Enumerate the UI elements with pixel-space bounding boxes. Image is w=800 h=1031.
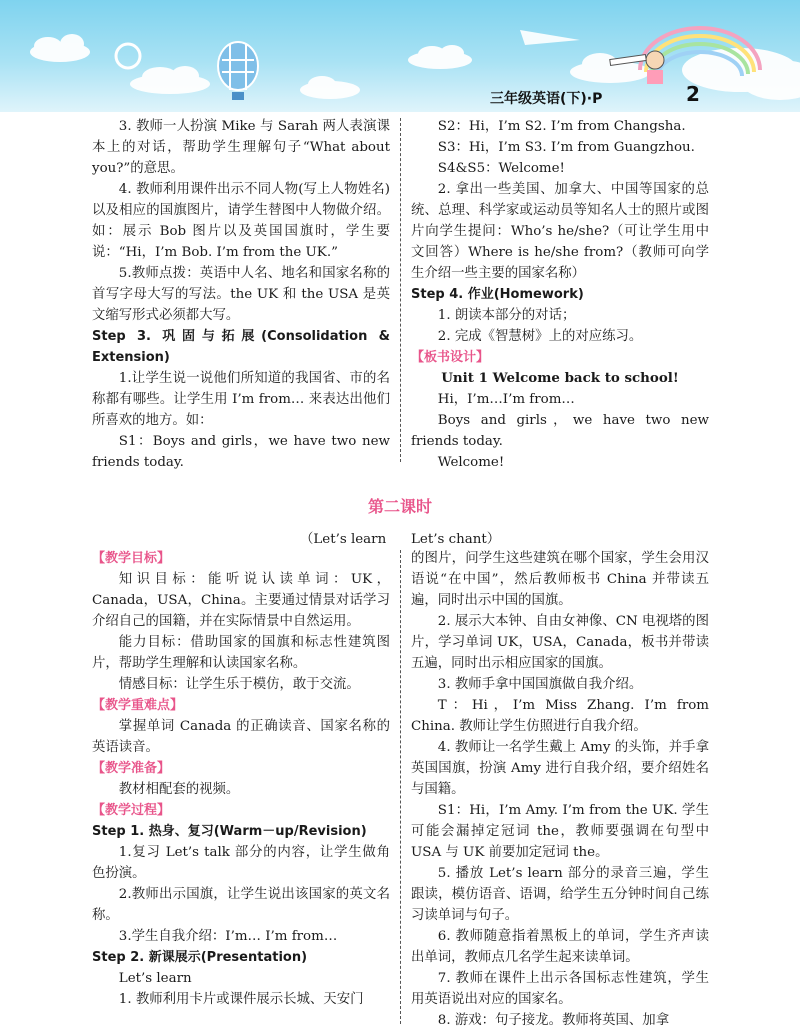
header-banner (0, 0, 800, 112)
hot-air-balloon-icon (218, 42, 258, 100)
step-heading: Step 2. 新课展示(Presentation) (92, 950, 308, 965)
page-number: 2 (686, 82, 700, 106)
paragraph: Hi，I’m…I’m from… (437, 392, 575, 407)
paragraph: 6. 教师随意指着黑板上的单词，学生齐声读出单词，教师点几名学生起来读单词。 (411, 929, 709, 965)
paragraph: 1. 朗读本部分的对话； (437, 308, 576, 323)
paragraph: S3：Hi，I’m S3. I’m from Guangzhou. (437, 140, 695, 155)
book-title: 三年级英语(下)·P (490, 91, 603, 107)
lesson-subtitle-left: （Let’s learn (300, 532, 387, 547)
section-tag: 【板书设计】 (411, 350, 490, 365)
top-left-column (92, 116, 390, 473)
paragraph: 1.复习 Let’s talk 部分的内容，让学生做角色扮演。 (92, 845, 390, 881)
step-heading: Step 4. 作业(Homework) (411, 287, 584, 302)
step-heading: Step 3. 巩固与拓展(Consolidation & Extension) (92, 329, 390, 365)
paragraph: 3.学生自我介绍：I’m… I’m from… (118, 929, 338, 944)
lesson-subtitle-right: Let’s chant） (411, 532, 501, 547)
paragraph: 4. 教师利用课件出示不同人物(写上人物姓名)以及相应的国旗图片，请学生替图中人物做介绍。如：展示 Bob 图片以及英国国旗时，学生要说：“Hi，I’m Bob. I’m from the UK.” (92, 182, 390, 260)
paragraph: Welcome! (437, 455, 505, 470)
paper-plane-icon (520, 30, 580, 45)
paragraph: 8. 游戏：句子接龙。教师将英国、加拿 (437, 1013, 670, 1028)
board-title: Unit 1 Welcome back to school! (441, 370, 679, 386)
bottom-left-column (92, 548, 390, 1010)
paragraph: S1：Boys and girls，we have two new friends today. (92, 434, 390, 470)
lesson-title: 第二课时 (367, 497, 432, 516)
banner-illustration (0, 0, 800, 112)
paragraph: 3. 教师一人扮演 Mike 与 Sarah 两人表演课本上的对话，帮助学生理解句子“What about you?”的意思。 (92, 119, 390, 176)
step-heading: Step 1. 热身、复习(Warm－up/Revision) (92, 824, 367, 839)
paragraph: 3. 教师手拿中国国旗做自我介绍。 (437, 677, 643, 692)
column-divider-top (400, 118, 401, 462)
paragraph: Boys and girls，we have two new friends today. (411, 413, 709, 449)
paragraph: S1：Hi，I’m Amy. I’m from the UK. 学生可能会漏掉定冠词 the，教师要强调在句型中 USA 与 UK 前要加定冠词 the。 (411, 803, 709, 860)
paragraph: 2.教师出示国旗，让学生说出该国家的英文名称。 (92, 887, 390, 923)
bottom-right-column (411, 548, 709, 1031)
paragraph: 1.让学生说一说他们所知道的我国省、市的名称都有哪些。让学生用 I’m from… 来表达出他们所喜欢的地方。如： (92, 371, 390, 428)
paragraph: 7. 教师在课件上出示各国标志性建筑，学生用英语说出对应的国家名。 (411, 971, 709, 1007)
section-tag: 【教学过程】 (92, 803, 171, 818)
paragraph: 情感目标：让学生乐于模仿，敢于交流。 (118, 677, 360, 692)
paragraph: 能力目标：借助国家的国旗和标志性建筑图片，帮助学生理解和认读国家名称。 (92, 635, 390, 671)
paragraph: 掌握单词 Canada 的正确读音、国家名称的英语读音。 (92, 719, 390, 755)
paragraph: S2：Hi，I’m S2. I’m from Changsha. (437, 119, 686, 134)
paragraph: S4&S5：Welcome! (437, 161, 565, 176)
paragraph: 知识目标：能听说认读单词：UK，Canada，USA，China。主要通过情景对话学习介绍自己的国籍，并在实际情景中自然运用。 (92, 572, 390, 629)
sun-icon (116, 44, 140, 68)
paragraph: 4. 教师让一名学生戴上 Amy 的头饰，并手拿英国国旗，扮演 Amy 进行自我介绍，要介绍姓名与国籍。 (411, 740, 709, 797)
section-tag: 【教学目标】 (92, 551, 171, 566)
paragraph: 5. 播放 Let’s learn 部分的录音三遍，学生跟读，模仿语音、语调，给学生五分钟时间自己练习读单词与句子。 (411, 866, 709, 923)
top-right-column (411, 116, 709, 473)
section-tag: 【教学重难点】 (92, 698, 184, 713)
section-tag: 【教学准备】 (92, 761, 171, 776)
column-divider-bottom (400, 550, 401, 1024)
paragraph: 2. 完成《智慧树》上的对应练习。 (437, 329, 643, 344)
paragraph: 2. 拿出一些美国、加拿大、中国等国家的总统、总理、科学家或运动员等知名人士的照片或图片向学生提问：Who’s he/she?（可让学生用中文回答）Where is he/she from?（教师可向学生介绍一些主要的国家名称） (411, 182, 709, 281)
paragraph: 1. 教师利用卡片或课件展示长城、天安门 (118, 992, 364, 1007)
paragraph: 的图片，问学生这些建筑在哪个国家，学生会用汉语说“在中国”，然后教师板书 China 并带读五遍，同时出示中国的国旗。 (411, 551, 709, 608)
paragraph: T：Hi，I’m Miss Zhang. I’m from China. 教师让学生仿照进行自我介绍。 (411, 698, 709, 734)
paragraph: 5.教师点拨：英语中人名、地名和国家名称的首写字母大写的写法。the UK 和 the USA 是英文缩写形式必须都大写。 (92, 266, 390, 323)
paragraph: 教材相配套的视频。 (118, 782, 240, 797)
paragraph: 2. 展示大本钟、自由女神像、CN 电视塔的图片，学习单词 UK，USA，Canada，板书并带读五遍，同时出示相应国家的国旗。 (411, 614, 709, 671)
paragraph: Let’s learn (118, 971, 192, 986)
